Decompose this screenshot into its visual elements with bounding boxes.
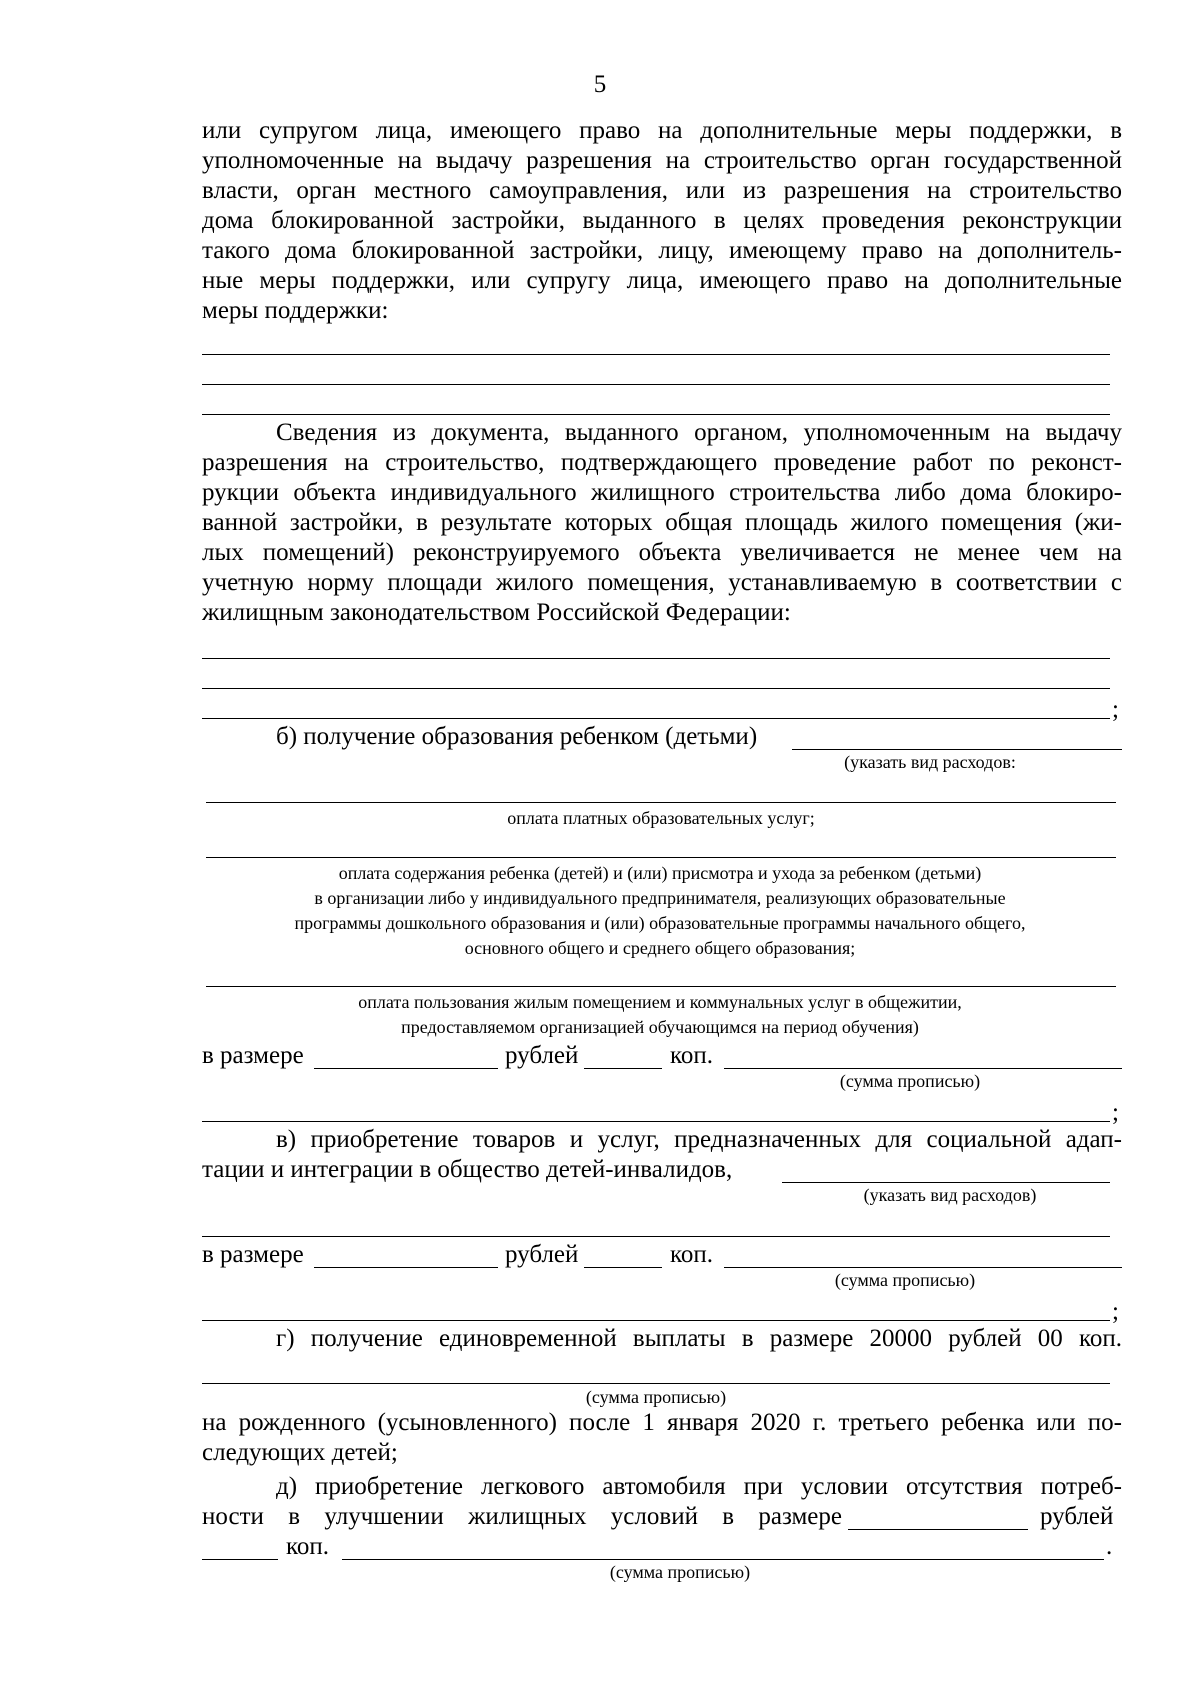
- period: .: [1106, 1533, 1113, 1560]
- amount-label: в размере: [202, 1042, 304, 1069]
- text-line: или супругом лица, имеющего право на дополнительные меры поддержки, в: [202, 117, 1122, 144]
- semicolon: ;: [1112, 696, 1119, 723]
- option-childcare: оплата содержания ребенка (детей) и (или) присмотра и ухода за ребенком (детьми): [338, 863, 982, 883]
- section-b-label: б) получение образования ребенком (детьми): [276, 723, 758, 750]
- text-line: дома блокированной застройки, выданного в целях проведения реконструкции: [202, 207, 1122, 234]
- text-line: меры поддержки:: [202, 297, 389, 324]
- kopecks-label: коп.: [670, 1241, 714, 1268]
- fill-line[interactable]: [206, 857, 1116, 858]
- section-v-line: тации и интеграции в общество детей-инвалидов,: [202, 1156, 733, 1183]
- text-line: жилищным законодательством Российской Федерации:: [202, 599, 791, 626]
- fill-line[interactable]: [202, 1121, 1110, 1122]
- option-childcare: программы дошкольного образования и (или) образовательные программы начального общего,: [294, 913, 1026, 933]
- text-line: власти, орган местного самоуправления, или из разрешения на строительство: [202, 177, 1122, 204]
- fill-line[interactable]: [202, 354, 1110, 355]
- section-d-line: ности в улучшении жилищных условий в размере: [202, 1503, 842, 1530]
- fill-line[interactable]: [206, 986, 1116, 987]
- option-dormitory: предоставляемом организацией обучающимся на период обучения): [401, 1017, 919, 1037]
- section-g-line: на рожденного (усыновленного) после 1 января 2020 г. третьего ребенка или по-: [202, 1409, 1122, 1436]
- amount-label: в размере: [202, 1241, 304, 1268]
- kopecks-label: коп.: [286, 1533, 330, 1560]
- text-line: такого дома блокированной застройки, лицу, имеющему право на дополнитель-: [202, 237, 1122, 264]
- fill-line[interactable]: [202, 1383, 1110, 1384]
- semicolon: ;: [1112, 1298, 1119, 1325]
- option-dormitory: оплата пользования жилым помещением и коммунальных услуг в общежитии,: [358, 992, 962, 1012]
- sum-in-words-hint: (сумма прописью): [609, 1562, 751, 1582]
- fill-line[interactable]: [202, 414, 1110, 415]
- option-childcare: основного общего и среднего общего образования;: [464, 938, 856, 958]
- text-line: рукции объекта индивидуального жилищного строительства либо дома блокиро-: [202, 479, 1122, 506]
- fill-line[interactable]: [202, 718, 1110, 719]
- rubles-label: рублей: [1040, 1503, 1114, 1530]
- rubles-field[interactable]: [848, 1529, 1028, 1530]
- kopecks-field[interactable]: [202, 1559, 278, 1560]
- section-g-line: г) получение единовременной выплаты в размере 20000 рублей 00 коп.: [276, 1325, 1122, 1352]
- text-line: учетную норму площади жилого помещения, устанавливаемую в соответствии с: [202, 569, 1122, 596]
- option-paid-education: оплата платных образовательных услуг;: [507, 808, 815, 828]
- expense-type-hint: (указать вид расходов): [863, 1185, 1037, 1205]
- fill-line[interactable]: [202, 688, 1110, 689]
- text-line: лых помещений) реконструируемого объекта увеличивается не менее чем на: [202, 539, 1122, 566]
- kopecks-field[interactable]: [584, 1267, 662, 1268]
- section-v-line: в) приобретение товаров и услуг, предназначенных для социальной адап-: [276, 1126, 1122, 1153]
- rubles-field[interactable]: [314, 1267, 498, 1268]
- rubles-field[interactable]: [314, 1068, 498, 1069]
- text-line: Сведения из документа, выданного органом, уполномоченным на выдачу: [276, 419, 1122, 446]
- page-number: 5: [593, 71, 607, 98]
- text-line: уполномоченные на выдачу разрешения на строительство орган государственной: [202, 147, 1122, 174]
- expense-type-hint: (указать вид расходов:: [844, 752, 1016, 772]
- text-line: разрешения на строительство, подтверждающего проведение работ по реконст-: [202, 449, 1122, 476]
- semicolon: ;: [1112, 1099, 1119, 1126]
- section-g-line: следующих детей;: [202, 1439, 398, 1466]
- rubles-label: рублей: [505, 1241, 579, 1268]
- rubles-label: рублей: [505, 1042, 579, 1069]
- sum-in-words-hint: (сумма прописью): [834, 1270, 976, 1290]
- fill-line[interactable]: [206, 802, 1116, 803]
- text-line: ванной застройки, в результате которых общая площадь жилого помещения (жи-: [202, 509, 1122, 536]
- fill-line[interactable]: [202, 1236, 1110, 1237]
- sum-in-words-hint: (сумма прописью): [585, 1387, 727, 1407]
- kopecks-field[interactable]: [584, 1068, 662, 1069]
- fill-line[interactable]: [202, 658, 1110, 659]
- text-line: ные меры поддержки, или супругу лица, имеющего право на дополнительные: [202, 267, 1122, 294]
- sum-in-words-hint: (сумма прописью): [839, 1071, 981, 1091]
- fill-line[interactable]: [202, 1320, 1110, 1321]
- fill-line[interactable]: [202, 384, 1110, 385]
- section-d-line: д) приобретение легкового автомобиля при условии отсутствия потреб-: [276, 1473, 1122, 1500]
- option-childcare: в организации либо у индивидуального предпринимателя, реализующих образовательные: [314, 888, 1006, 908]
- kopecks-label: коп.: [670, 1042, 714, 1069]
